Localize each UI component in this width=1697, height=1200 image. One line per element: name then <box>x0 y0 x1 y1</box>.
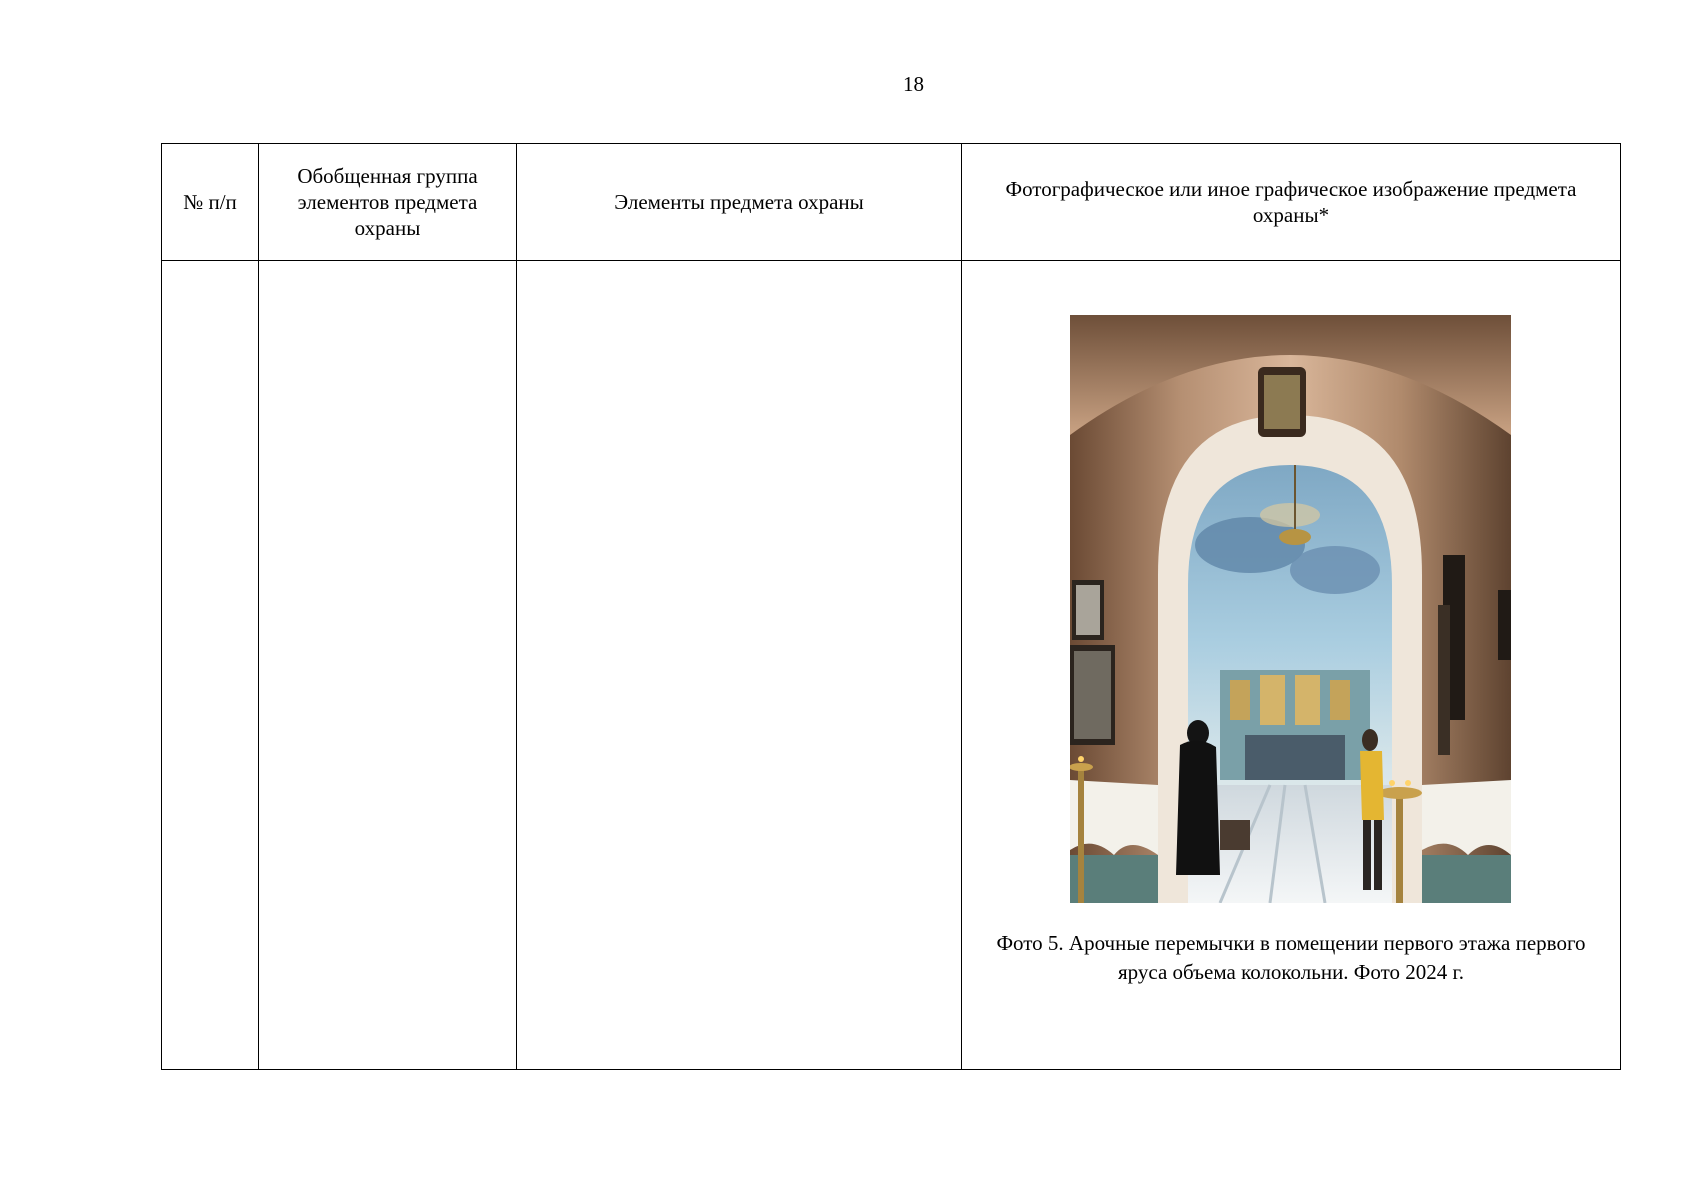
cell-photo <box>962 261 1621 1070</box>
protection-table <box>161 143 1621 1070</box>
header-image: Фотографическое или иное графическое изображение предмета охраны* <box>962 144 1621 261</box>
cell-elements <box>517 261 962 1070</box>
photo-caption: Фото 5. Арочные перемычки в помещении первого этажа первого яруса объема колокольни. Фото 2024 г. <box>996 931 1586 984</box>
cell-number <box>162 261 259 1070</box>
table-header-row <box>162 144 1621 261</box>
header-elements: Элементы предмета охраны <box>517 144 962 261</box>
church-interior-photo <box>1070 315 1511 903</box>
header-group: Обобщенная группа элементов предмета охраны <box>259 144 517 261</box>
cell-group <box>259 261 517 1070</box>
header-number: № п/п <box>162 144 259 261</box>
page-number: 18 <box>903 72 924 96</box>
table-row <box>162 261 1621 1070</box>
